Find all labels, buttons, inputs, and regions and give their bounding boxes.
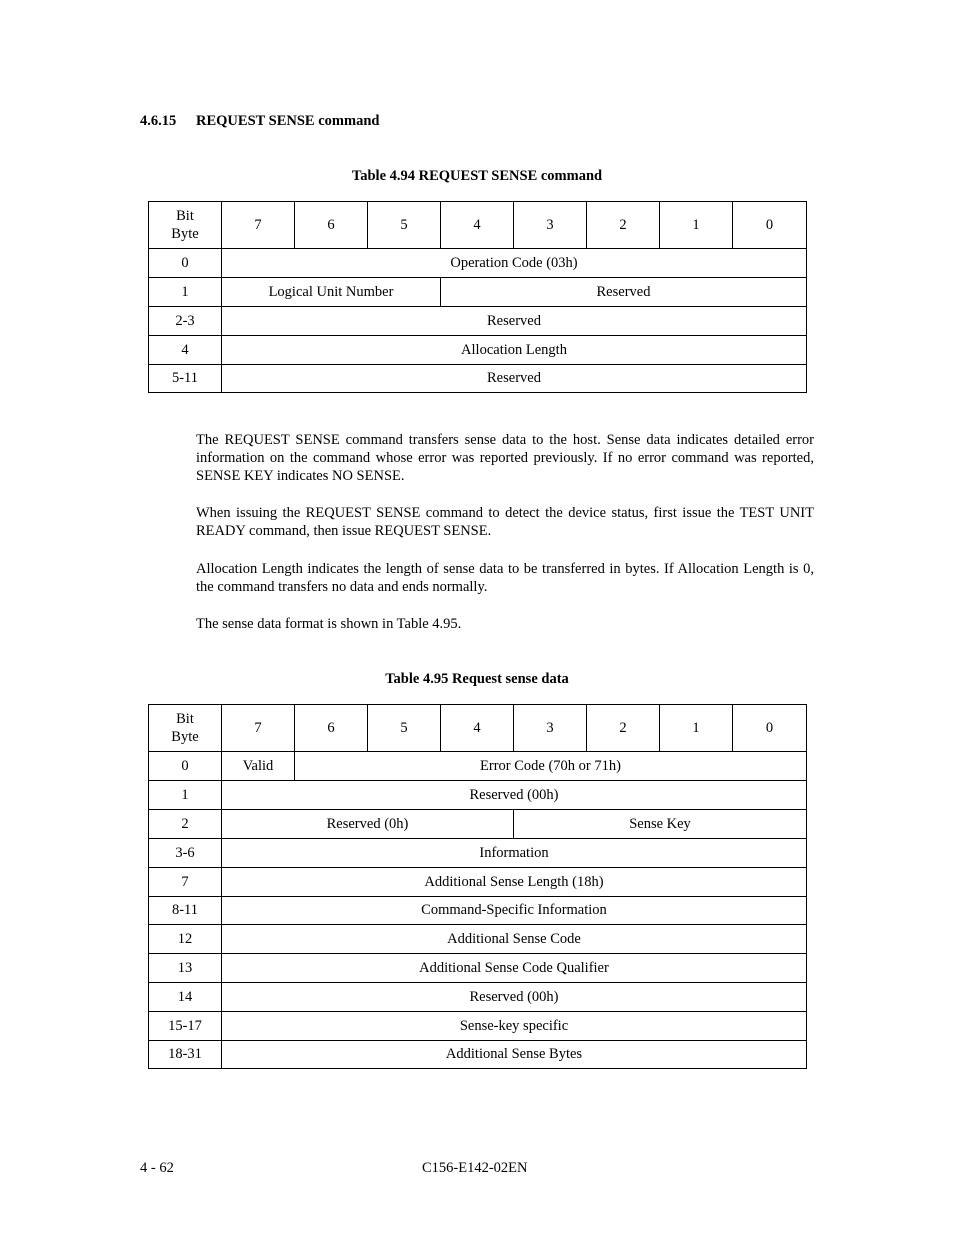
bit-header: 6 <box>295 705 368 752</box>
table-header-row <box>149 202 807 249</box>
byte-cell: 2 <box>149 810 222 839</box>
bit-byte-corner <box>149 202 222 249</box>
section-heading <box>140 113 379 130</box>
table-row <box>149 365 807 393</box>
table-row <box>149 1012 807 1041</box>
byte-cell: 7 <box>149 868 222 897</box>
table-row <box>149 839 807 868</box>
bit-header: 0 <box>733 705 807 752</box>
byte-cell: 0 <box>149 249 222 278</box>
byte-cell: 13 <box>149 954 222 983</box>
bit-header: 4 <box>441 202 514 249</box>
field-cell: Valid <box>222 752 295 781</box>
field-cell: Reserved (0h) <box>222 810 514 839</box>
table-row <box>149 983 807 1012</box>
table-row <box>149 1041 807 1069</box>
byte-cell: 15-17 <box>149 1012 222 1041</box>
byte-cell: 1 <box>149 781 222 810</box>
field-cell: Reserved <box>222 365 807 393</box>
field-cell: Reserved <box>441 278 807 307</box>
bit-header: 1 <box>660 705 733 752</box>
field-cell: Sense-key specific <box>222 1012 807 1041</box>
field-cell: Reserved (00h) <box>222 983 807 1012</box>
table-row <box>149 336 807 365</box>
field-cell: Additional Sense Code <box>222 925 807 954</box>
byte-label: Byte <box>171 226 199 242</box>
table-row <box>149 249 807 278</box>
byte-cell: 2-3 <box>149 307 222 336</box>
bit-header: 3 <box>514 705 587 752</box>
table-row <box>149 781 807 810</box>
bit-header: 5 <box>368 705 441 752</box>
bit-header: 1 <box>660 202 733 249</box>
paragraph: Allocation Length indicates the length of sense data to be transferred in bytes. If Allocation Length is 0, the command transfers no data and ends normally. <box>196 561 814 595</box>
table-header-row <box>149 705 807 752</box>
byte-cell: 14 <box>149 983 222 1012</box>
table1-caption: Table 4.94 REQUEST SENSE command <box>351 168 603 184</box>
table-row <box>149 307 807 336</box>
field-cell: Sense Key <box>514 810 807 839</box>
table-row <box>149 925 807 954</box>
table2-caption: Table 4.95 Request sense data <box>385 671 569 687</box>
bit-header: 7 <box>222 202 295 249</box>
bit-label: Bit <box>176 208 194 224</box>
section-number: 4.6.15 <box>140 113 177 129</box>
bit-label: Bit <box>176 711 194 727</box>
field-cell: Additional Sense Bytes <box>222 1041 807 1069</box>
byte-cell: 8-11 <box>149 897 222 925</box>
field-cell: Logical Unit Number <box>222 278 441 307</box>
field-cell: Reserved <box>222 307 807 336</box>
field-cell: Allocation Length <box>222 336 807 365</box>
bit-byte-corner <box>149 705 222 752</box>
table-row <box>149 868 807 897</box>
field-cell: Error Code (70h or 71h) <box>295 752 807 781</box>
bit-header: 7 <box>222 705 295 752</box>
field-cell: Operation Code (03h) <box>222 249 807 278</box>
byte-label: Byte <box>171 729 199 745</box>
paragraph: The REQUEST SENSE command transfers sense data to the host. Sense data indicates detailed error information on the command whose error was reported previously. If no error command was reported, SENSE KEY indicates NO SENSE. <box>196 432 814 484</box>
bit-header: 3 <box>514 202 587 249</box>
byte-cell: 0 <box>149 752 222 781</box>
table-row <box>149 278 807 307</box>
section-title: REQUEST SENSE command <box>196 113 380 129</box>
paragraph: The sense data format is shown in Table 4.95. <box>196 616 462 632</box>
byte-cell: 1 <box>149 278 222 307</box>
byte-cell: 12 <box>149 925 222 954</box>
byte-cell: 18-31 <box>149 1041 222 1069</box>
field-cell: Information <box>222 839 807 868</box>
byte-cell: 4 <box>149 336 222 365</box>
byte-cell: 3-6 <box>149 839 222 868</box>
paragraph: When issuing the REQUEST SENSE command to detect the device status, first issue the TEST UNIT READY command, then issue REQUEST SENSE. <box>196 505 814 539</box>
bit-header: 4 <box>441 705 514 752</box>
bit-header: 5 <box>368 202 441 249</box>
bit-header: 2 <box>587 705 660 752</box>
page-number: 4 - 62 <box>140 1160 174 1176</box>
bit-header: 0 <box>733 202 807 249</box>
byte-cell: 5-11 <box>149 365 222 393</box>
field-cell: Command-Specific Information <box>222 897 807 925</box>
field-cell: Reserved (00h) <box>222 781 807 810</box>
field-cell: Additional Sense Code Qualifier <box>222 954 807 983</box>
request-sense-data-table <box>148 704 807 1069</box>
bit-header: 2 <box>587 202 660 249</box>
request-sense-command-table <box>148 201 807 393</box>
table-row <box>149 897 807 925</box>
field-cell: Additional Sense Length (18h) <box>222 868 807 897</box>
table-row <box>149 810 807 839</box>
bit-header: 6 <box>295 202 368 249</box>
table-row <box>149 954 807 983</box>
table-row <box>149 752 807 781</box>
document-id: C156-E142-02EN <box>422 1160 528 1176</box>
